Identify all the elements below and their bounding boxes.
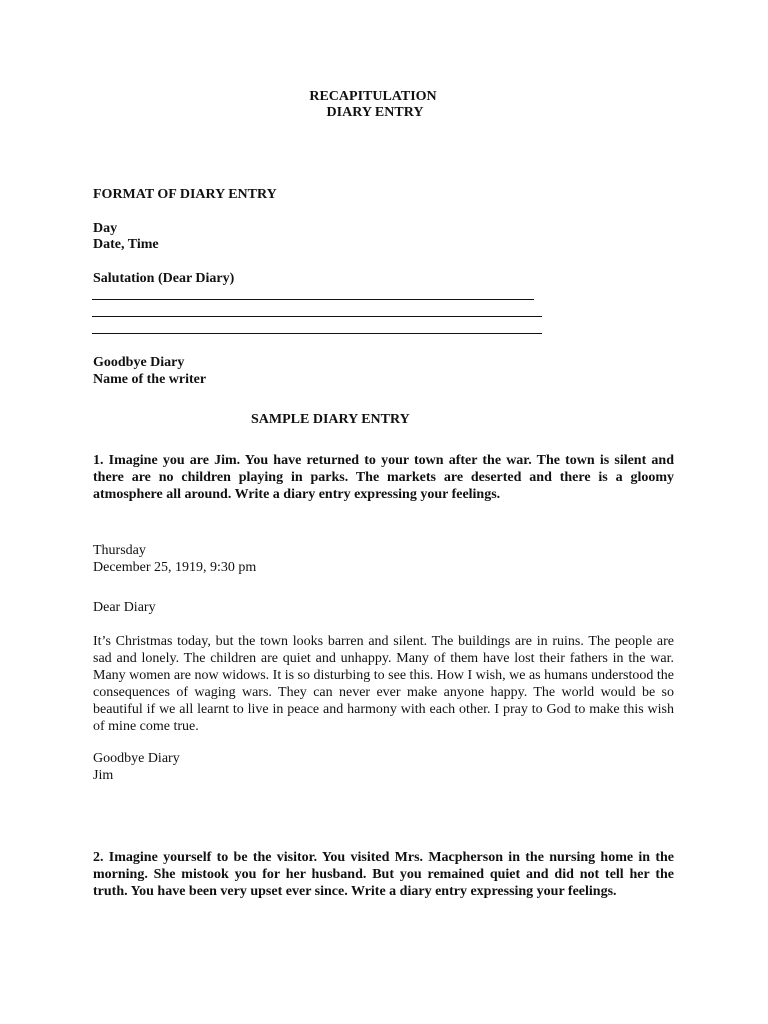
question-1-text: . Imagine you are Jim. You have returned to your town after the war. The town is silent and there are no children playing in parks. The markets are deserted and there is a gloomy atmosphere all around. Write a diary entry expressing your feelings. (93, 453, 674, 502)
format-goodbye: Goodbye Diary (93, 355, 185, 370)
format-salutation: Salutation (Dear Diary) (93, 271, 235, 286)
entry-signature: Jim (93, 768, 114, 783)
format-writer-name: Name of the writer (93, 372, 207, 387)
entry-goodbye: Goodbye Diary (93, 751, 180, 766)
question-1-number: 1 (93, 453, 100, 468)
blank-line-2 (92, 316, 542, 317)
blank-line-3 (92, 333, 542, 334)
sample-heading: SAMPLE DIARY ENTRY (251, 412, 410, 427)
title-recapitulation: RECAPITULATION (309, 89, 437, 104)
entry-day: Thursday (93, 543, 146, 558)
entry-date-time: December 25, 1919, 9:30 pm (93, 560, 257, 575)
format-heading: FORMAT OF DIARY ENTRY (93, 187, 277, 202)
question-1 (93, 452, 674, 503)
question-2: 2. Imagine yourself to be the visitor. You visited Mrs. Macpherson in the nursing home in the morning. She mistook you for her husband. But you remained quiet and did not tell her the truth. You have been very upset ever since. Write a diary entry expressing your feelings. (93, 850, 674, 899)
format-day: Day (93, 221, 118, 236)
entry-body: It’s Christmas today, but the town looks barren and silent. The buildings are in ruins. The people are sad and lonely. The children are quiet and unhappy. Many of them have lost their fathers in the war. Many women are now widows. It is so disturbing to see this. How I wish, we as humans understood the consequences of waging wars. They can never ever make anyone happy. The world would be so beautiful if we all learnt to live in peace and harmony with each other. I pray to God to make this wish of mine come true. (93, 634, 674, 734)
entry-salutation: Dear Diary (93, 600, 156, 615)
format-date-time: Date, Time (93, 237, 159, 252)
title-diary-entry: DIARY ENTRY (326, 105, 424, 120)
blank-line-1 (92, 299, 534, 300)
